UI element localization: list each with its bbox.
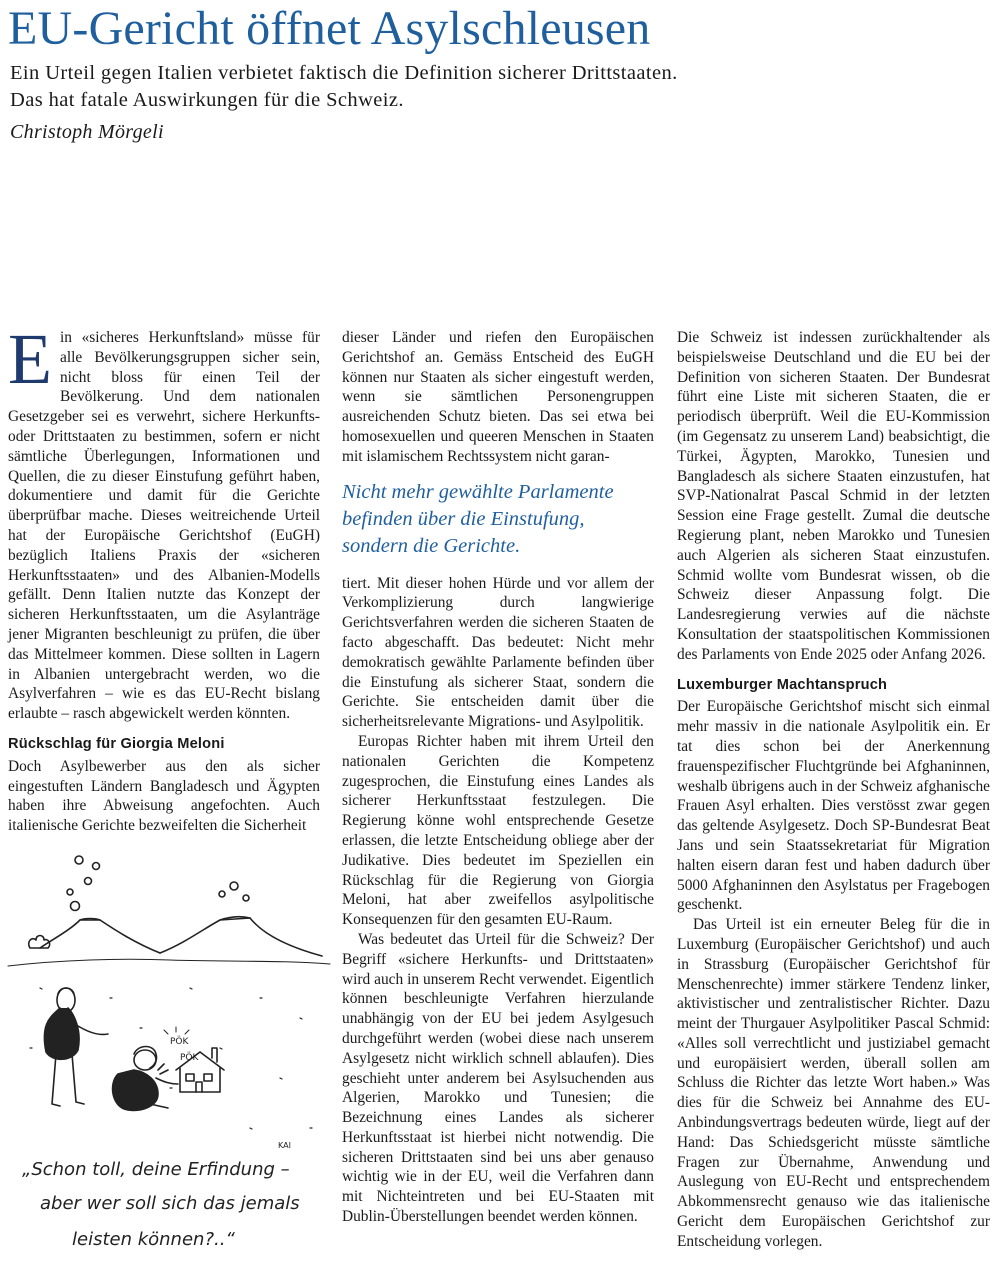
column-3	[677, 328, 990, 1252]
artist-signature: KAI	[278, 1141, 291, 1150]
column-2	[342, 328, 654, 1227]
caveman-standing-icon	[44, 988, 108, 1106]
paragraph	[8, 319, 320, 724]
sound-effect-text: PÖK	[180, 1053, 199, 1063]
volcano-icon	[40, 920, 160, 953]
cartoon-illustration	[0, 848, 336, 1270]
paragraph: Europas Richter haben mit ihrem Urteil den nationalen Gerichten die Kompetenz zugesprochen, die Einstufung eines Landes als sicherer Herkunftsstaat festzulegen. Die Regierung könne wohl entsprechende Gesetze erlassen, die letzte Entscheidung obliege aber der Judikative. Dies bedeutet im Speziellen ein Rückschlag für die Regierung von Giorgia Meloni, hat aber zweifellos asylpolitische Konsequenzen für den gesamten EU-Raum.	[342, 732, 654, 929]
paragraph-text: in «sicheres Herkunftsland» müsse für alle Bevölkerungsgruppen sicher sein, nicht bloss für einen Teil der Bevölkerung. Und dem nationalen Gesetzgeber sei es verwehrt, sichere Herkunfts- oder Drittstaaten zu bestimmen, sofern er nicht sämtliche Überlegungen, Informationen und Quellen, die zu dieser Einstufung geführt haben, dokumentiere und damit für die Gerichte überprüfbar mache. Dieses weitreichende Urteil hat der Europäische Gerichtshof (EuGH) bezüglich Italiens Praxis der «sicheren Herkunftsstaaten» und des Albanien-Modells gefällt. Denn Italien nutzte das Konzept der sicheren Herkunftsstaaten, um die Asylanträge jener Migranten beschleunigt zu prüfen, die über das Mittelmeer kommen. Diese sollten in Lagern in Albanien untergebracht werden, wo die Asylverfahren – wie es das EU-Recht bislang erlaubte – rasch abgewickelt werden könnten.	[8, 329, 320, 723]
cartoon-caption-line: „Schon toll, deine Erfindung –	[22, 1159, 290, 1180]
paragraph: Doch Asylbewerber aus den als sicher eingestuften Ländern Bangladesch und Ägypten haben ihre Abweisung angefochten. Auch italienische Gerichte bezweifelten die Sicherheit	[8, 757, 320, 835]
author-byline: Christoph Mörgeli	[10, 121, 164, 143]
headline: EU-Gericht öffnet Asylschleusen	[8, 2, 651, 55]
lead-line-2: Das hat fatale Auswirkungen für die Schweiz.	[10, 89, 404, 111]
cartoon-caption-line: aber wer soll sich das jemals	[40, 1193, 300, 1214]
cartoon-caption-line: leisten können?..“	[72, 1229, 235, 1250]
caveman-crouching-icon	[113, 1047, 178, 1111]
paragraph: dieser Länder und riefen den Europäischen Gerichtshof an. Gemäss Entscheid des EuGH können nur Staaten als sicher eingestuft werden, wenn sie sämtlichen Personengruppen ausreichenden Schutz bieten. Das sei etwa bei homosexuellen und queeren Menschen in Staaten mit islamischem Rechtssystem nicht garan-	[342, 329, 654, 465]
sound-effect-text: PÖK	[170, 1037, 189, 1047]
smoke-icon	[67, 856, 249, 911]
column-1	[8, 319, 320, 836]
volcano-icon	[160, 918, 322, 956]
paragraph: Das Urteil ist ein erneuter Beleg für die in Luxemburg (Europäischer Gerichtshof) und auch in Strassburg (Europäischer Gerichtshof für Menschenrechte) immer stärkere Tendenz linker, aktivistischer und zentralistischer Richter. Dazu meint der Thurgauer Asylpolitiker Pascal Schmid: «Alles soll verrechtlicht und justiziabel gemacht und europäisiert werden, überall sollen am Schluss die Richter das letzte Wort haben.» Was dies für die Schweiz bei Annahme des EU-Anbindungsvertrags bedeuten würde, liegt auf der Hand: Das Schiedsgericht müsste sämtliche Fragen zur Übernahme, Anwendung und Auslegung von EU-Recht und entsprechendem Abkommensrecht genauso wie das italienische Gericht dem Europäischen Gerichtshof zur Entscheidung vorlegen.	[677, 916, 990, 1250]
lead-line-1: Ein Urteil gegen Italien verbietet faktisch die Definition sicherer Drittstaaten.	[10, 62, 678, 84]
paragraph: Was bedeutet das Urteil für die Schweiz? Der Begriff «sichere Herkunfts- und Drittstaaten» wird auch in unserem Recht verwendet. Eigentlich können beschleunigte Verfahren hierzulande unabhängig von der EU bei jedem Asylgesuch durchgeführt werden (wobei diese nach unserem Asylgesetz nicht wirklich schnell ablaufen). Dies geschieht unter anderem bei Asylsuchenden aus Algerien, Marokko und Tunesien; die Bezeichnung eines Landes als sicherer Herkunftsstaat ist hierbei nicht notwendig. Die sicheren Drittstaaten sind bei uns aber genauso wichtig wie in der EU, weil die Verfahren dann mit Nichteintreten und bei EU-Staaten mit Dublin-Überstellungen beendet werden können.	[342, 930, 654, 1226]
subheading: Luxemburger Machtanspruch	[677, 676, 888, 693]
paragraph: tiert. Mit dieser hohen Hürde und vor allem der Verkomplizierung durch langwierige Gerichtsverfahren werden die sicheren Staaten de facto abgeschafft. Das bedeutet: Nicht mehr demokratisch gewählte Parlamente befinden über die Einstufung als sicherer Staat, sondern die Gerichte. Sie entscheiden damit über die sicherheitsrelevante Migrations- und Asylpolitik.	[342, 574, 654, 731]
lead	[10, 60, 970, 114]
paragraph: Der Europäische Gerichtshof mischt sich einmal mehr massiv in die nationale Asylpolitik ein. Er tat dies schon bei der Anerkennung frauenspezifischer Fluchtgründe bei Afghaninnen, weshalb übrigens auch in der Schweiz afghanische Frauen Asyl erhalten. Dies verstösst zwar gegen das geltende Asylgesetz. Doch SP-Bundesrat Beat Jans und sein Staatssekretariat für Migration halten eisern daran fest und haben dadurch über 5000 Afghaninnen den Asylstatus per Fragebogen geschenkt.	[677, 698, 990, 914]
pull-quote: Nicht mehr gewählte Parlamente befinden über die Einstufung, sondern die Gerichte.	[342, 480, 614, 557]
subheading: Rückschlag für Giorgia Meloni	[8, 735, 225, 752]
drop-cap: E	[8, 319, 52, 399]
paragraph: Die Schweiz ist indessen zurückhaltender als beispielsweise Deutschland und die EU bei der Definition von sicheren Staaten. Der Bundesrat führt eine Liste mit sicheren Staaten, die er periodisch überprüft. Weil die EU-Kommission (im Gegensatz zu unserem Land) beabsichtigt, die Türkei, Ägypten, Marokko, Tunesien und Bangladesch als sichere Staaten einzustufen, hat SVP-Nationalrat Pascal Schmid in der letzten Session eine Frage gestellt. Zumal die deutsche Regierung plant, neben Marokko und Tunesien auch Algerien als sicheren Staat einzustufen. Schmid wollte vom Bundesrat wissen, ob die Schweiz dieser Anpassung folgt. Die Landesregierung verwies auf die nächste Konsultation der staatspolitischen Kommissionen des Parlaments von Ende 2025 oder Anfang 2026.	[677, 329, 990, 663]
